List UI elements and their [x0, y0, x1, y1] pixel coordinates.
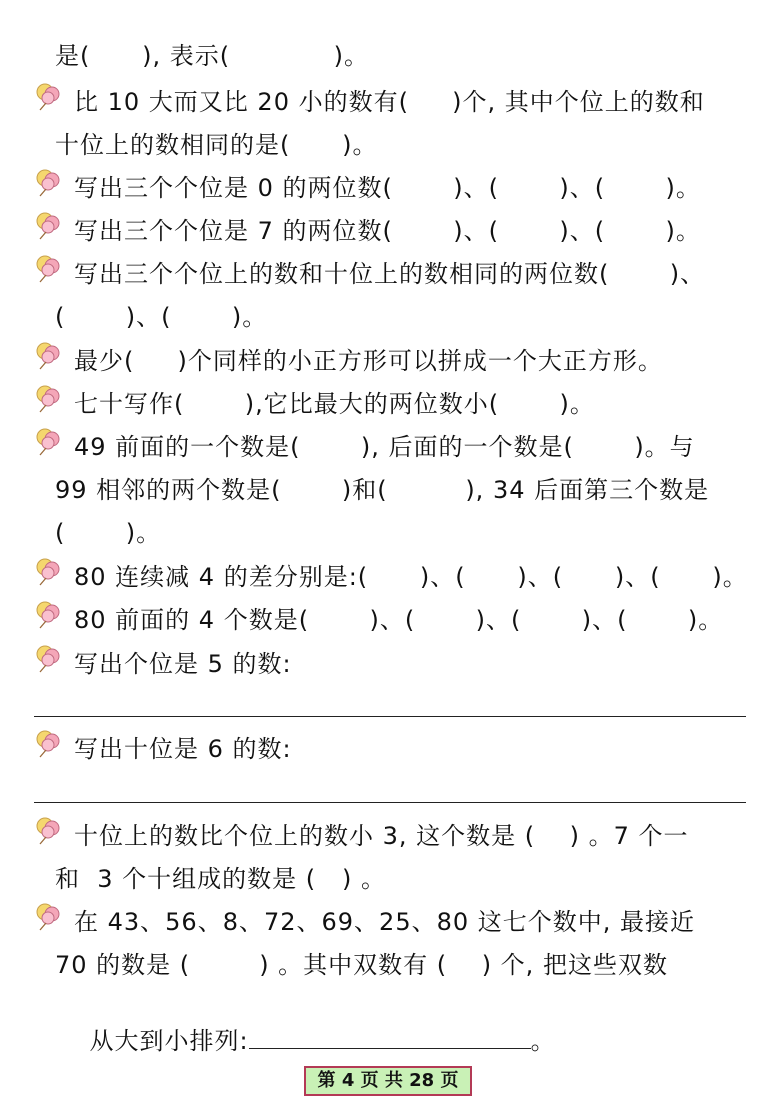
balloon-bullet-icon [34, 168, 62, 198]
sort-prompt: 从大到小排列: [89, 1027, 249, 1055]
period: 。 [530, 1027, 556, 1055]
question-text-cont: 99 相邻的两个数是( )和( ), 34 后面第三个数是 [55, 476, 710, 504]
question-text: 最少( )个同样的小正方形可以拼成一个大正方形。 [74, 347, 663, 375]
question-text: 80 前面的 4 个数是( )、( )、( )、( )。 [74, 606, 724, 634]
balloon-bullet-icon [34, 427, 62, 457]
question-text-cont: ( )、( )。 [55, 303, 268, 331]
question-text-cont: 十位上的数相同的是( )。 [55, 131, 378, 159]
text-line: 是( ), 表示( )。 [55, 42, 370, 70]
balloon-bullet-icon [34, 729, 62, 759]
question-text: 写出三个个位是 0 的两位数( )、( )、( )。 [74, 174, 701, 202]
balloon-bullet-icon [34, 254, 62, 284]
balloon-bullet-icon [34, 82, 62, 112]
answer-line[interactable] [34, 802, 746, 803]
question-text: 写出个位是 5 的数: [74, 650, 292, 678]
question-text-cont: ( )。 [55, 519, 162, 547]
page-indicator: 第 4 页 共 28 页 [304, 1066, 472, 1096]
question-text: 写出三个个位是 7 的两位数( )、( )、( )。 [74, 217, 701, 245]
balloon-bullet-icon [34, 902, 62, 932]
question-text: 80 连续减 4 的差分别是:( )、( )、( )、( )。 [74, 563, 748, 591]
question-text: 比 10 大而又比 20 小的数有( )个, 其中个位上的数和 [74, 88, 705, 116]
question-text: 在 43、56、8、72、69、25、80 这七个数中, 最接近 [74, 908, 696, 936]
question-text: 十位上的数比个位上的数小 3, 这个数是 ( ) 。7 个一 [74, 822, 689, 850]
balloon-bullet-icon [34, 341, 62, 371]
question-text: 七十写作( ),它比最大的两位数小( )。 [74, 390, 595, 418]
question-text: 写出三个个位上的数和十位上的数相同的两位数( )、 [74, 260, 706, 288]
balloon-bullet-icon [34, 557, 62, 587]
balloon-bullet-icon [34, 644, 62, 674]
answer-blank[interactable] [249, 1026, 531, 1049]
balloon-bullet-icon [34, 211, 62, 241]
balloon-bullet-icon [34, 600, 62, 630]
question-text: 49 前面的一个数是( ), 后面的一个数是( )。与 [74, 433, 695, 461]
balloon-bullet-icon [34, 816, 62, 846]
answer-line[interactable] [34, 716, 746, 717]
balloon-bullet-icon [34, 384, 62, 414]
question-text: 写出十位是 6 的数: [74, 735, 292, 763]
question-text-cont: 70 的数是 ( ) 。其中双数有 ( ) 个, 把这些双数 [55, 951, 668, 979]
question-text-cont: 和 3 个十组成的数是 ( ) 。 [55, 865, 387, 893]
